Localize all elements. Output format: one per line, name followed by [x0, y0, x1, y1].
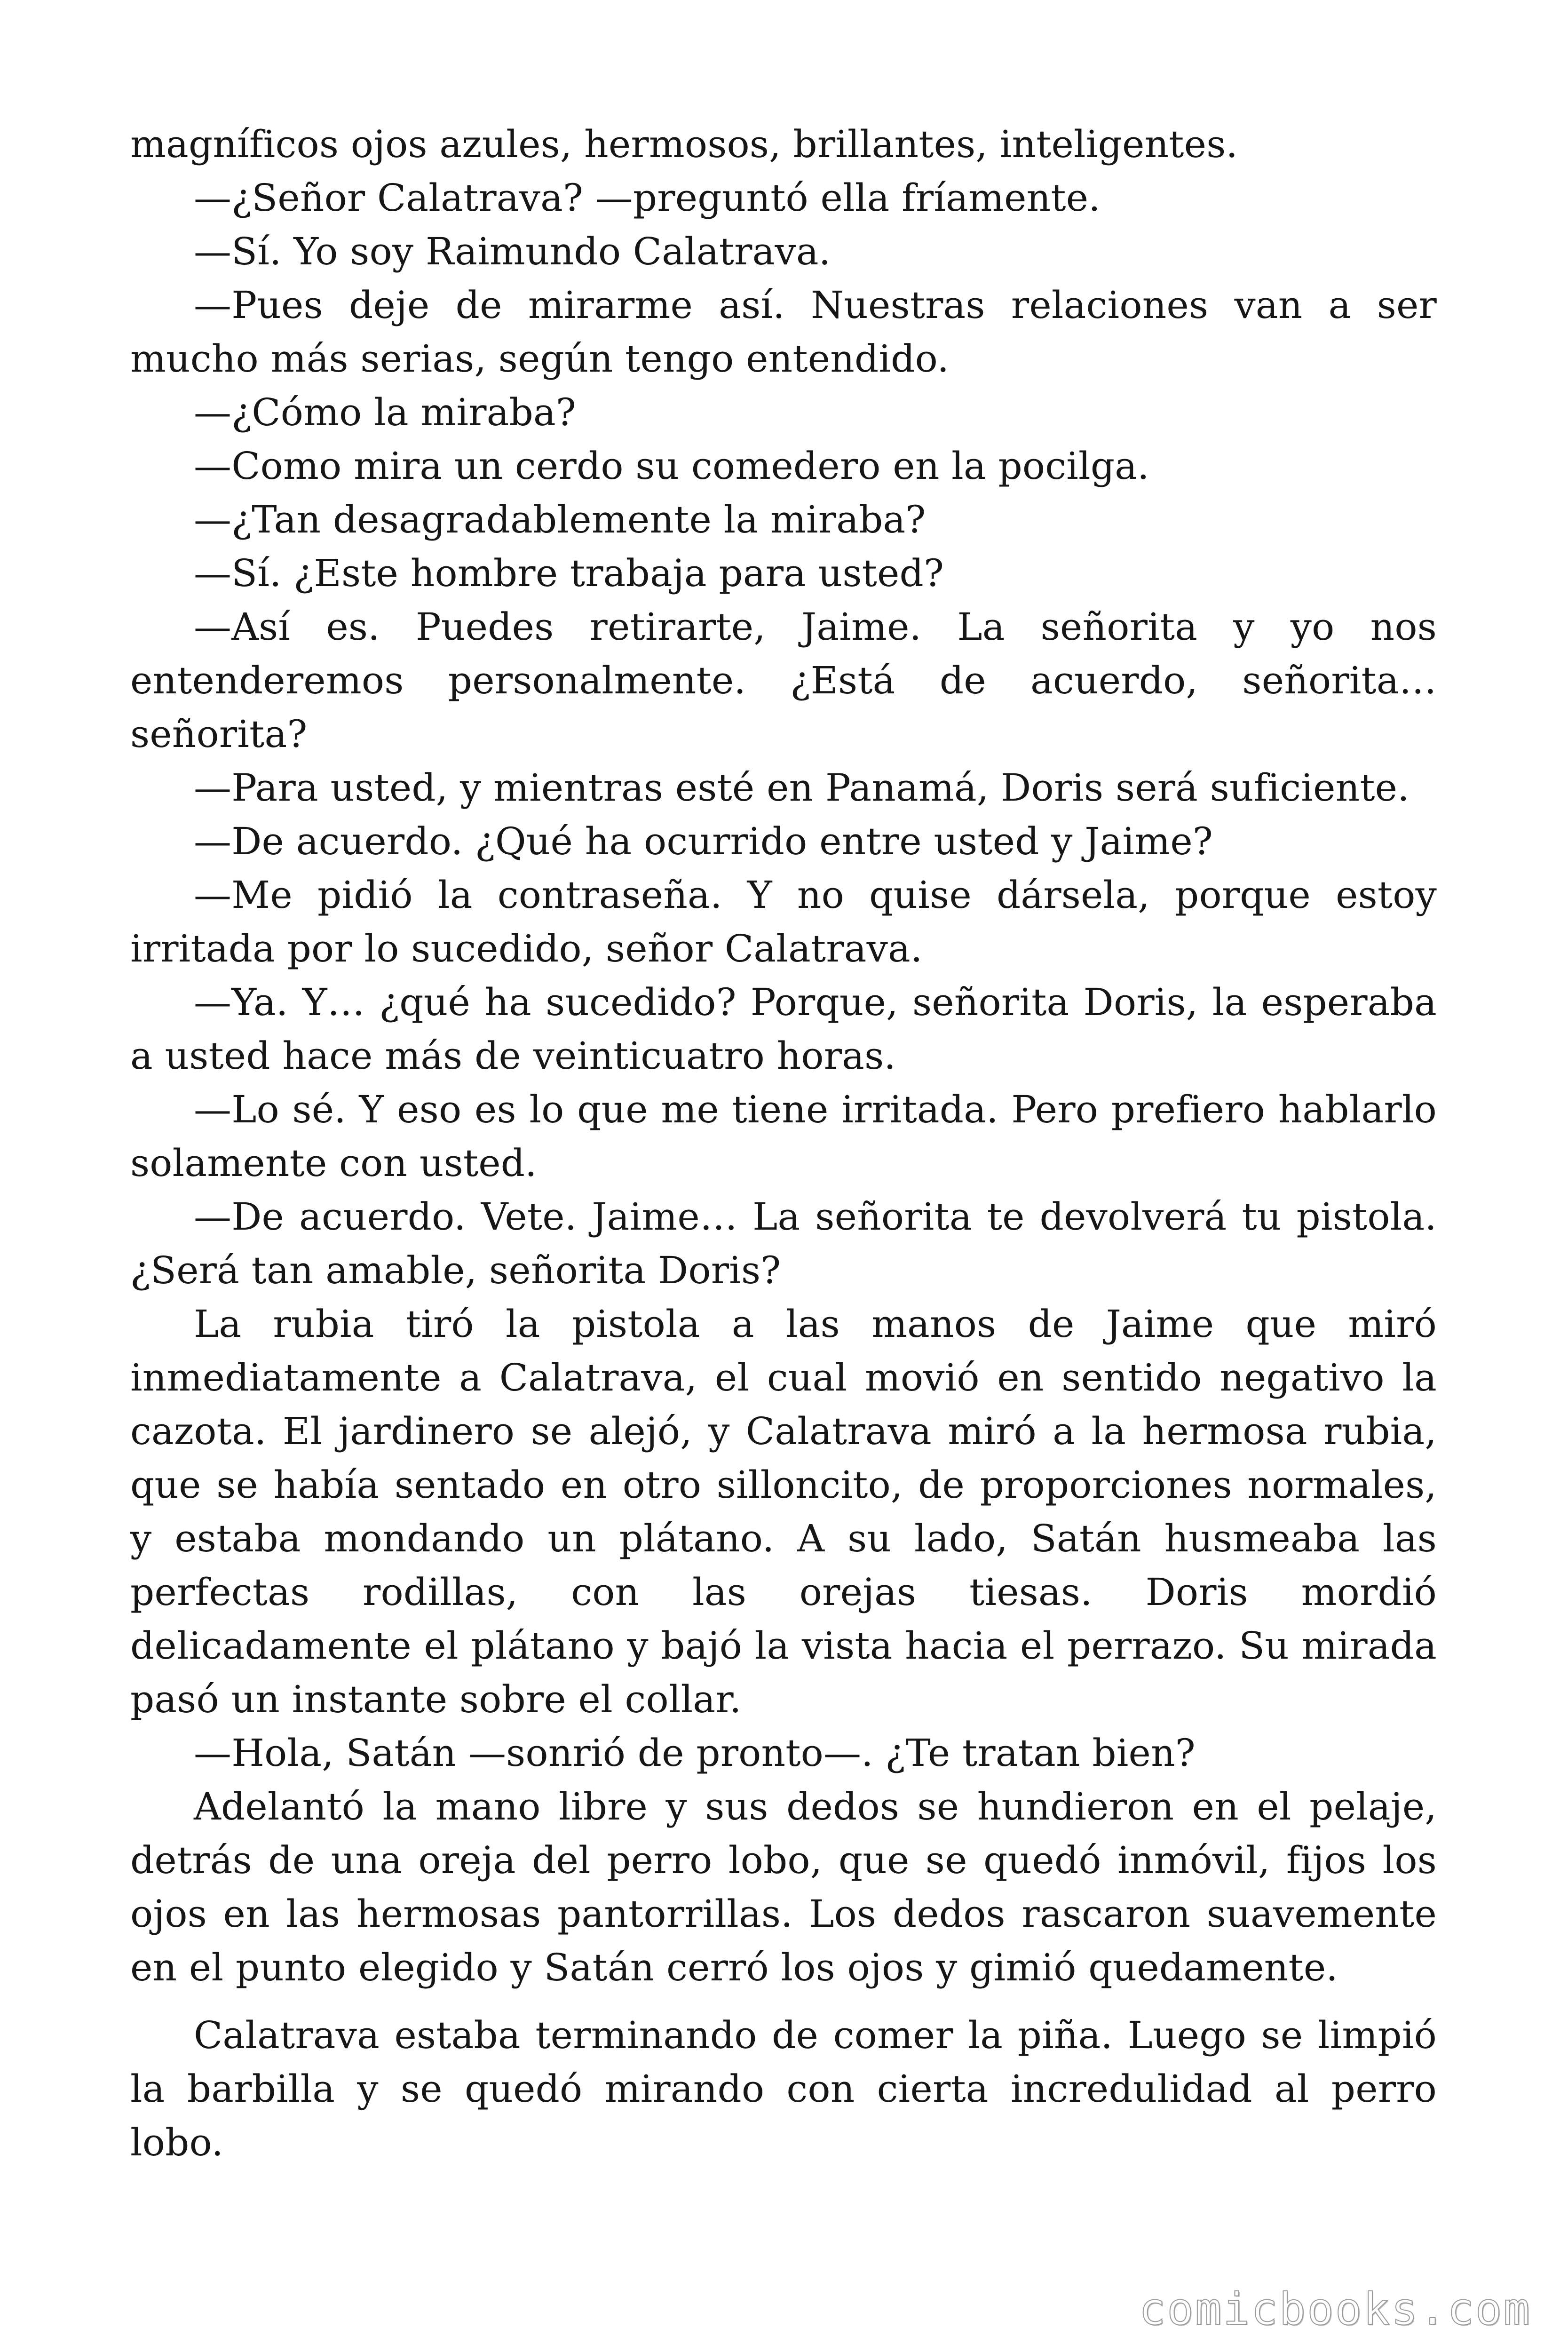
paragraph: —Para usted, y mientras esté en Panamá, Doris será suficiente.: [194, 766, 1410, 810]
paragraph: —¿Tan desagradablemente la miraba?: [194, 498, 926, 541]
paragraph: magníficos ojos azules, hermosos, brillantes, inteligentes.: [130, 122, 1238, 166]
paragraph: —Me pidió la contraseña. Y no quise dársela, porque estoy irritada por lo sucedido, señor Calatrava.: [130, 873, 1437, 970]
paragraph: Calatrava estaba terminando de comer la piña. Luego se limpió la barbilla y se quedó mirando con cierta incredulidad al perro lobo.: [130, 2013, 1437, 2164]
paragraph: Adelantó la mano libre y sus dedos se hundieron en el pelaje, detrás de una oreja del perro lobo, que se quedó inmóvil, fijos los ojos en las hermosas pantorrillas. Los dedos rascaron suavemente en el punto elegido y Satán cerró los ojos y gimió quedamente.: [130, 1785, 1437, 1989]
paragraph: —Así es. Puedes retirarte, Jaime. La señorita y yo nos entenderemos personalmente. ¿Está de acuerdo, señorita… señorita?: [130, 605, 1437, 756]
paragraph: —Como mira un cerdo su comedero en la pocilga.: [194, 444, 1149, 488]
paragraph: —Lo sé. Y eso es lo que me tiene irritada. Pero prefiero hablarlo solamente con usted.: [130, 1088, 1437, 1185]
watermark: comicbooks.com: [1139, 2284, 1531, 2335]
paragraph: —Sí. ¿Este hombre trabaja para usted?: [194, 551, 944, 595]
paragraph: La rubia tiró la pistola a las manos de Jaime que miró inmediatamente a Calatrava, el cual movió en sentido negativo la cazota. El jardinero se alejó, y Calatrava miró a la hermosa rubia, que se había sentado en otro silloncito, de proporciones normales, y estaba mondando un plátano. A su lado, Satán husmeaba las perfectas rodillas, con las orejas tiesas. Doris mordió delicadamente el plátano y bajó la vista hacia el perrazo. Su mirada pasó un instante sobre el collar.: [130, 1302, 1437, 1721]
page-body: [130, 118, 1437, 2169]
paragraph: —¿Cómo la miraba?: [194, 390, 577, 434]
paragraph: —Hola, Satán —sonrió de pronto—. ¿Te tratan bien?: [194, 1731, 1196, 1775]
paragraph: —Pues deje de mirarme así. Nuestras relaciones van a ser mucho más serias, según tengo entendido.: [130, 283, 1437, 381]
paragraph: —Ya. Y… ¿qué ha sucedido? Porque, señorita Doris, la esperaba a usted hace más de veinticuatro horas.: [130, 980, 1437, 1078]
paragraph: —¿Señor Calatrava? —preguntó ella fríamente.: [194, 176, 1101, 220]
paragraph: —De acuerdo. ¿Qué ha ocurrido entre usted y Jaime?: [194, 819, 1213, 863]
paragraph: —De acuerdo. Vete. Jaime… La señorita te devolverá tu pistola. ¿Será tan amable, señorita Doris?: [130, 1195, 1437, 1292]
paragraph: —Sí. Yo soy Raimundo Calatrava.: [194, 230, 831, 273]
